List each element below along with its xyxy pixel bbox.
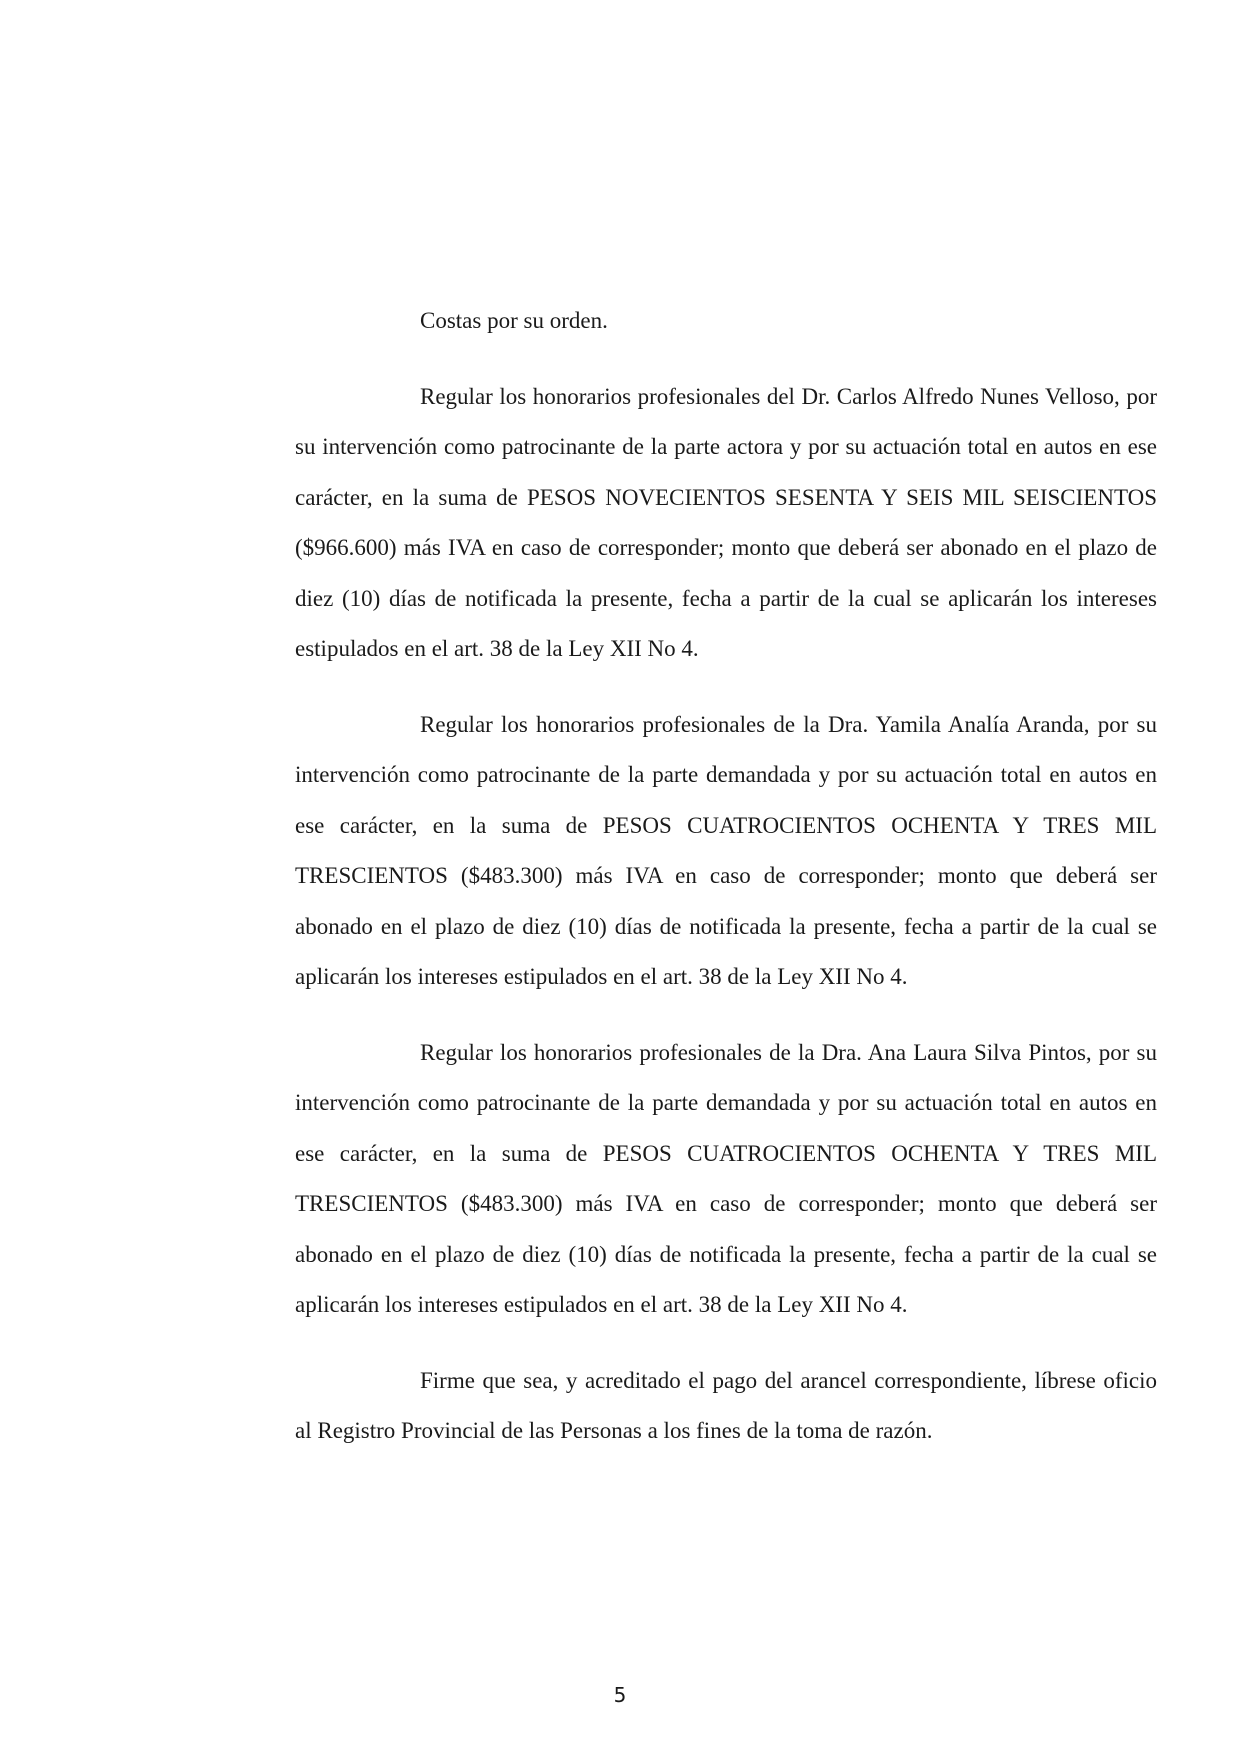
document-body	[295, 296, 1157, 1482]
paragraph-firme-oficio: Firme que sea, y acreditado el pago del arancel correspondiente, líbrese oficio al Registro Provincial de las Personas a los fines de la toma de razón.	[295, 1367, 1157, 1443]
paragraph-honorarios-aranda: Regular los honorarios profesionales de la Dra. Yamila Analía Aranda, por su intervención como patrocinante de la parte demandada y por su actuación total en autos en ese carácter, en la suma de PESOS CUATROCIENTOS OCHENTA Y TRES MIL TRESCIENTOS ($483.300) más IVA en caso de corresponder; monto que deberá ser abonado en el plazo de diez (10) días de notificada la presente, fecha a partir de la cual se aplicarán los intereses estipulados en el art. 38 de la Ley XII No 4.	[295, 711, 1157, 989]
paragraph-honorarios-nunes-velloso: Regular los honorarios profesionales del Dr. Carlos Alfredo Nunes Velloso, por su intervención como patrocinante de la parte actora y por su actuación total en autos en ese carácter, en la suma de PESOS NOVECIENTOS SESENTA Y SEIS MIL SEISCIENTOS ($966.600) más IVA en caso de corresponder; monto que deberá ser abonado en el plazo de diez (10) días de notificada la presente, fecha a partir de la cual se aplicarán los intereses estipulados en el art. 38 de la Ley XII No 4.	[295, 383, 1157, 661]
page-number: 5	[613, 1683, 627, 1707]
paragraph-costas: Costas por su orden.	[420, 308, 608, 333]
paragraph-honorarios-silva-pintos: Regular los honorarios profesionales de la Dra. Ana Laura Silva Pintos, por su intervención como patrocinante de la parte demandada y por su actuación total en autos en ese carácter, en la suma de PESOS CUATROCIENTOS OCHENTA Y TRES MIL TRESCIENTOS ($483.300) más IVA en caso de corresponder; monto que deberá ser abonado en el plazo de diez (10) días de notificada la presente, fecha a partir de la cual se aplicarán los intereses estipulados en el art. 38 de la Ley XII No 4.	[295, 1039, 1157, 1317]
